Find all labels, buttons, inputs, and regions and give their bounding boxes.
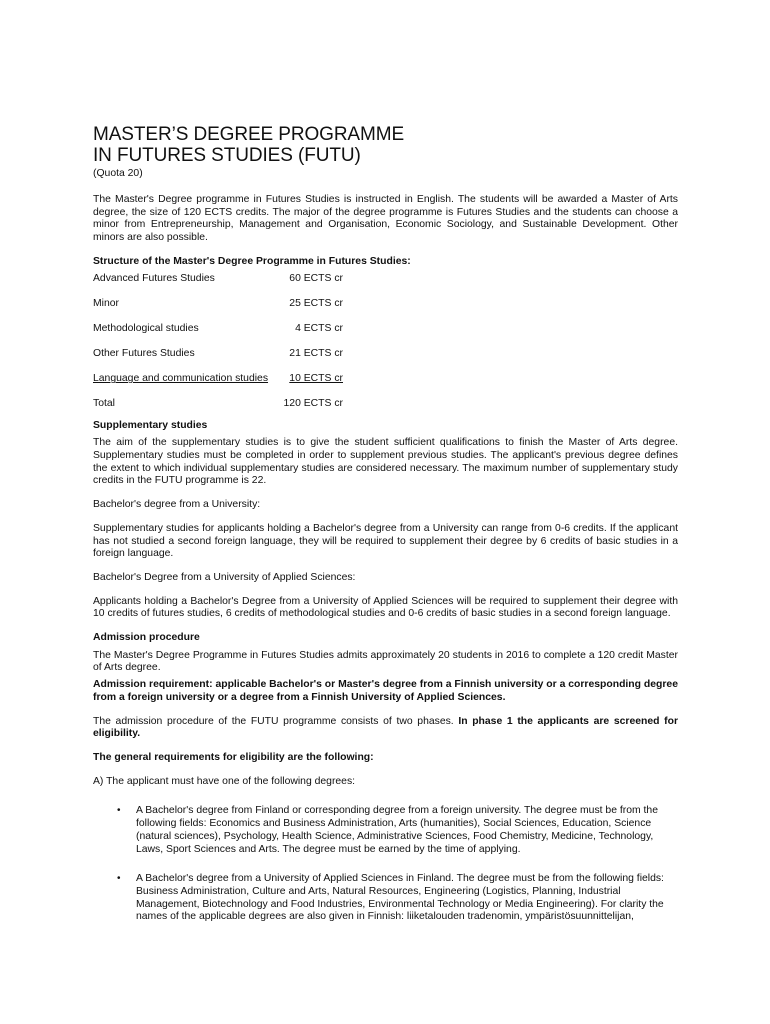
page-title xyxy=(93,124,678,166)
supplementary-heading: Supplementary studies xyxy=(93,419,208,431)
structure-row-label: Advanced Futures Studies xyxy=(93,272,215,284)
structure-table xyxy=(93,273,343,424)
structure-row-label: Language and communication studies xyxy=(93,373,269,385)
structure-row-value: 60 ECTS cr xyxy=(289,272,343,284)
structure-row xyxy=(93,298,343,323)
supplementary-paragraph: The aim of the supplementary studies is to give the student sufficient qualifications to finish the Master of Arts degree. Supplementary studies must be completed in order to supplement previous studies. The applicant's previous degree defines the extent to which individual supplementary studies are considered necessary. The maximum number of supplementary study credits in the FUTU programme is 22. xyxy=(93,437,678,487)
intro-paragraph: The Master's Degree programme in Futures Studies is instructed in English. The students will be awarded a Master of Arts degree, the size of 120 ECTS credits. The major of the degree programme is Futures Studies and the students can choose a minor from Entrepreneurship, Management and Organisation, Economic Sociology, and Sustainable Development. Other minors are also possible. xyxy=(93,194,678,244)
structure-row-label: Methodological studies xyxy=(93,322,199,334)
admission-phases-paragraph xyxy=(93,716,678,741)
admission-paragraph: The Master's Degree Programme in Futures Studies admits approximately 20 students in 2016 to complete a 120 credit Master of Arts degree. xyxy=(93,649,678,674)
structure-row-label: Total xyxy=(93,398,115,410)
list-item-text: A Bachelor's degree from Finland or corresponding degree from a foreign university. The degree must be from the following fields: Economics and Business Administration, Arts (humanities), Social Sciences, Education, Science (natural sciences), Psychology, Health Science, Administrative Sciences, Food Chemistry, Medicine, Technology, Laws, Sport Sciences and Arts. The degree must be earned by the time of applying. xyxy=(136,805,658,855)
structure-row xyxy=(93,323,343,348)
admission-requirement: Admission requirement: applicable Bachelor's or Master's degree from a Finnish university or a corresponding degree from a foreign university or a degree from a Finnish University of Applied Sciences. xyxy=(93,679,678,703)
supplementary-paragraph: Applicants holding a Bachelor's Degree from a University of Applied Sciences will be required to supplement their degree with 10 credits of futures studies, 6 credits of methodological studies and 0-6 credits of basic studies in a second foreign language. xyxy=(93,595,678,620)
title-line-1: MASTER’S DEGREE PROGRAMME xyxy=(93,124,405,145)
admission-phases-text: The admission procedure of the FUTU programme consists of two phases. xyxy=(93,715,459,727)
bullet-icon: • xyxy=(117,805,121,817)
quota-label: (Quota 20) xyxy=(93,168,143,179)
structure-row-value: 21 ECTS cr xyxy=(289,348,343,360)
supplementary-paragraph: Supplementary studies for applicants holding a Bachelor's degree from a University can range from 0-6 credits. If the applicant has not studied a second foreign language, they will be required to supplement their degree by 6 credits of basic studies in a foreign language. xyxy=(93,522,678,560)
title-line-2: IN FUTURES STUDIES (FUTU) xyxy=(93,145,361,166)
structure-row-label: Other Futures Studies xyxy=(93,348,195,360)
structure-heading: Structure of the Master's Degree Programme in Futures Studies: xyxy=(93,255,411,267)
eligibility-intro: A) The applicant must have one of the following degrees: xyxy=(93,775,356,787)
eligibility-heading: The general requirements for eligibility are the following: xyxy=(93,752,374,763)
list-item-text: A Bachelor's degree from a University of Applied Sciences in Finland. The degree must be from the following fields: Business Administration, Culture and Arts, Natural Resources, Engineering (Logistics, Planning, Industrial Management, Biotechnology and Food Industries, Environmental Technology or Media Engineering). For clarity the names of the applicable degrees are also given in Finnish: liiketalouden tradenomin, ympäristösuunnittelijan, xyxy=(136,873,664,923)
list-item xyxy=(93,873,678,924)
structure-row xyxy=(93,373,343,398)
structure-row-value: 4 ECTS cr xyxy=(295,322,343,334)
degree-list xyxy=(93,805,678,924)
admission-heading: Admission procedure xyxy=(93,632,200,644)
document-page xyxy=(93,124,678,941)
supplementary-paragraph: Bachelor's degree from a University: xyxy=(93,499,261,511)
structure-row xyxy=(93,273,343,298)
supplementary-paragraph: Bachelor's Degree from a University of Applied Sciences: xyxy=(93,571,356,583)
list-item xyxy=(93,805,678,856)
structure-row-value: 120 ECTS cr xyxy=(283,398,343,410)
structure-row xyxy=(93,348,343,373)
structure-row-value: 25 ECTS cr xyxy=(289,297,343,309)
admission-phases-emphasis: In phase 1 the applicants are screened for eligibility. xyxy=(93,715,678,740)
bullet-icon: • xyxy=(117,873,121,885)
structure-row-label: Minor xyxy=(93,297,119,309)
structure-row-value: 10 ECTS cr xyxy=(289,373,343,385)
